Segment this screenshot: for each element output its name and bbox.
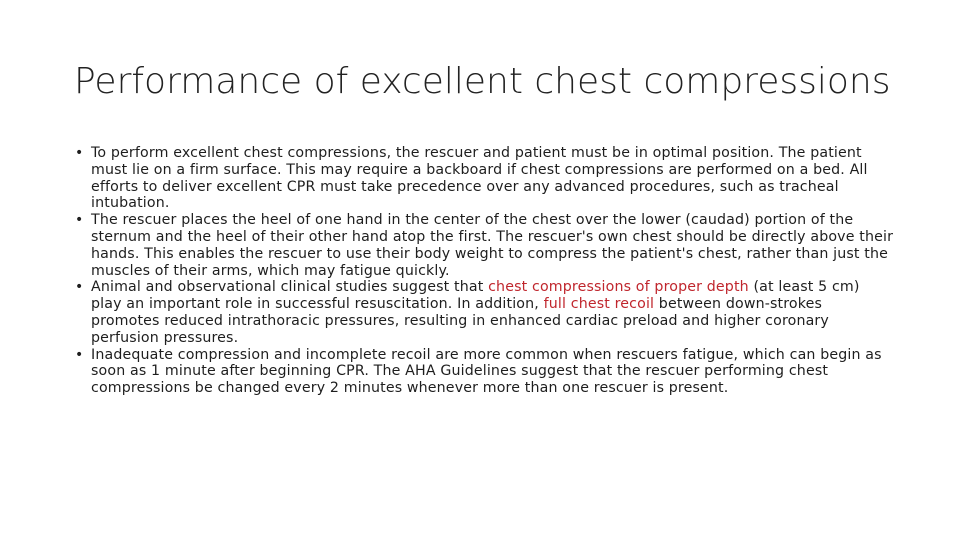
slide-title: Performance of excellent chest compressions <box>74 61 891 102</box>
bullet-dot-icon: • <box>75 145 84 161</box>
bullet-item <box>74 279 894 346</box>
bullet-item <box>74 145 894 212</box>
highlight-full-recoil: full chest recoil <box>543 296 655 313</box>
bullet-dot-icon: • <box>75 346 84 363</box>
bullet-text: The rescuer places the heel of one hand in the center of the chest over the lower (caudad) portion of the sternum and the heel of their other hand atop the first. The rescuer's own chest should be directly above their hands. This enables the rescuer to use their body weight to compress the patient's chest, rather than just the muscles of their arms, which may fatigue quickly. <box>91 212 894 279</box>
bullet-dot-icon: • <box>75 279 84 296</box>
bullet-item <box>74 347 894 397</box>
bullet-list <box>74 145 894 397</box>
bullet-item <box>74 212 894 279</box>
highlight-proper-depth: chest compressions of proper depth <box>488 279 749 296</box>
bullet-text: To perform excellent chest compressions, the rescuer and patient must be in optimal position. The patient must lie on a firm surface. This may require a backboard if chest compressions are performed on a bed. All efforts to deliver excellent CPR must take precedence over any advanced procedures, such as tracheal intubation. <box>91 145 868 212</box>
bullet-text: Animal and observational clinical studies suggest that <box>91 279 489 296</box>
bullet-text: Inadequate compression and incomplete recoil are more common when rescuers fatigue, which can begin as soon as 1 minute after beginning CPR. The AHA Guidelines suggest that the rescuer performing chest compressions be changed every 2 minutes whenever more than one rescuer is present. <box>91 346 882 397</box>
bullet-text: between down-strokes promotes reduced intrathoracic pressures, resulting in enhanced cardiac preload and higher coronary perfusion pressures. <box>91 296 829 346</box>
bullet-dot-icon: • <box>75 212 84 229</box>
bullet-text: (at least 5 cm) play an important role in successful resuscitation. In addition, <box>91 279 860 313</box>
